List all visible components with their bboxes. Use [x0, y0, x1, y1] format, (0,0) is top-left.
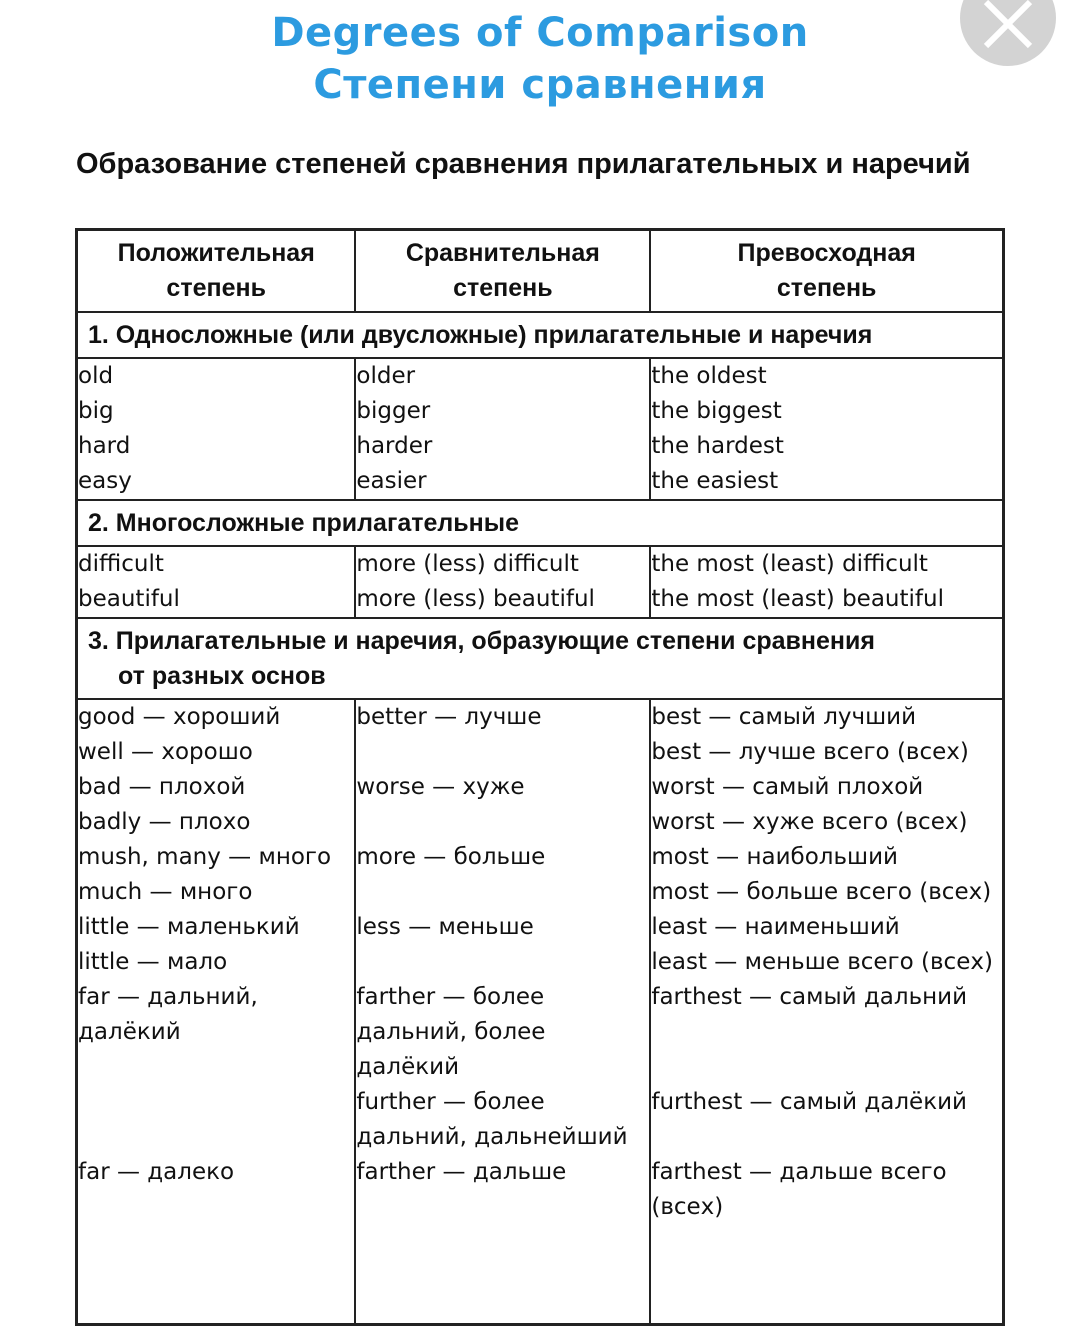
word-form: furthest — самый далёкий	[651, 1089, 967, 1115]
header-positive	[77, 230, 356, 313]
word-form: farthest — самый дальний	[651, 984, 968, 1010]
word-form: worst — самый плохой	[651, 774, 924, 800]
word-form	[651, 1050, 1002, 1085]
word-form: far — далеко	[78, 1159, 235, 1185]
word-form: badly — плохо	[78, 809, 251, 835]
cell-superlative	[650, 358, 1003, 500]
word-form: difficult	[78, 551, 164, 577]
word-form: easy	[78, 468, 132, 494]
header-text: Превосходная	[737, 239, 916, 267]
word-form: farther — более	[356, 984, 545, 1010]
word-form	[651, 1120, 1002, 1155]
cell-positive	[77, 699, 356, 1325]
word-form: easier	[356, 468, 427, 494]
word-form: the biggest	[651, 398, 782, 424]
cell-superlative	[650, 699, 1003, 1325]
word-form	[356, 805, 649, 840]
word-form: well — хорошо	[78, 739, 253, 765]
word-form: older	[356, 363, 416, 389]
word-form: big	[78, 398, 114, 424]
cell-positive	[77, 546, 356, 618]
word-form: worst — хуже всего (всех)	[651, 809, 968, 835]
section-title	[77, 500, 1004, 546]
header-row	[77, 230, 1004, 313]
word-form	[78, 1085, 354, 1120]
word-form	[78, 1050, 354, 1085]
word-form: old	[78, 363, 114, 389]
title-russian: Степени сравнения	[313, 62, 767, 108]
word-form: better — лучше	[356, 704, 542, 730]
word-form: least — меньше всего (всех)	[651, 949, 993, 975]
word-form: the most (least) difficult	[651, 551, 928, 577]
word-form: дальний, дальнейший	[356, 1124, 628, 1150]
header-comparative	[355, 230, 650, 313]
word-form: далёкий	[78, 1019, 181, 1045]
section-body-row	[77, 358, 1004, 500]
word-form: the oldest	[651, 363, 767, 389]
word-form: (всех)	[651, 1194, 724, 1220]
section-body-row	[77, 546, 1004, 618]
word-form: the hardest	[651, 433, 784, 459]
word-form: the easiest	[651, 468, 779, 494]
section-body-row	[77, 699, 1004, 1325]
section-title-text: 1. Односложные (или двусложные) прилагательные и наречия	[88, 321, 873, 349]
word-form: least — наименьший	[651, 914, 900, 940]
word-form: less — меньше	[356, 914, 534, 940]
section-title-text: 3. Прилагательные и наречия, образующие степени сравнения	[88, 627, 875, 655]
word-form: farther — дальше	[356, 1159, 567, 1185]
word-form: далёкий	[356, 1054, 460, 1080]
word-form: much — много	[78, 879, 253, 905]
section-title	[77, 618, 1004, 699]
header-text: степень	[776, 274, 877, 302]
close-icon	[982, 0, 1034, 50]
header-text: Положительная	[117, 239, 315, 267]
word-form: most — наибольший	[651, 844, 898, 870]
word-form: farthest — дальше всего	[651, 1159, 947, 1185]
word-form: bad — плохой	[78, 774, 246, 800]
word-form: little — мало	[78, 949, 228, 975]
word-form: far — дальний,	[78, 984, 258, 1010]
cell-superlative	[650, 546, 1003, 618]
header-text: степень	[453, 274, 553, 302]
section-title-text: 2. Многосложные прилагательные	[88, 509, 520, 537]
word-form: bigger	[356, 398, 431, 424]
word-form: most — больше всего (всех)	[651, 879, 992, 905]
word-form	[356, 735, 649, 770]
word-form: дальний, более	[356, 1019, 546, 1045]
word-form: more (less) difficult	[356, 551, 579, 577]
word-form	[356, 945, 649, 980]
word-form: worse — хуже	[356, 774, 525, 800]
word-form: more — больше	[356, 844, 546, 870]
section-header-row	[77, 312, 1004, 358]
word-form	[356, 875, 649, 910]
word-form	[78, 1120, 354, 1155]
word-form: further — более	[356, 1089, 545, 1115]
header-text: Сравнительная	[405, 239, 600, 267]
word-form: little — маленький	[78, 914, 300, 940]
word-form: the most (least) beautiful	[651, 586, 944, 612]
close-button[interactable]	[960, 0, 1056, 66]
section-header-row	[77, 618, 1004, 699]
word-form: beautiful	[78, 586, 180, 612]
section-header-row	[77, 500, 1004, 546]
word-form: mush, many — много	[78, 844, 332, 870]
comparison-table	[75, 228, 1005, 1326]
header-text: степень	[166, 274, 266, 302]
word-form: more (less) beautiful	[356, 586, 595, 612]
section-title-continuation: от разных основ	[118, 662, 326, 690]
cell-comparative	[355, 699, 650, 1325]
cell-comparative	[355, 546, 650, 618]
word-form: best — самый лучший	[651, 704, 917, 730]
cell-comparative	[355, 358, 650, 500]
word-form: hard	[78, 433, 131, 459]
header-superlative	[650, 230, 1003, 313]
word-form: best — лучше всего (всех)	[651, 739, 969, 765]
cell-positive	[77, 358, 356, 500]
title-english: Degrees of Comparison	[271, 10, 809, 56]
word-form: good — хороший	[78, 704, 281, 730]
table-subtitle: Образование степеней сравнения прилагательных и наречий	[76, 148, 971, 180]
word-form	[651, 1015, 1002, 1050]
section-title	[77, 312, 1004, 358]
word-form: harder	[356, 433, 433, 459]
